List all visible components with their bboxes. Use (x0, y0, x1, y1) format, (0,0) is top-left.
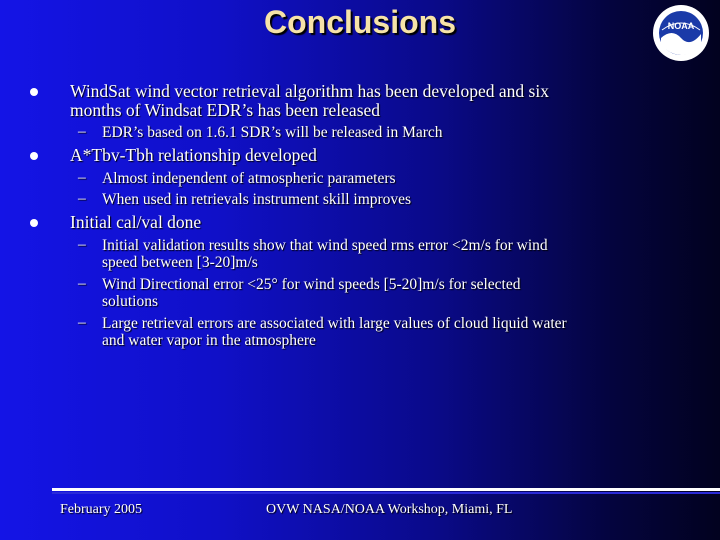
dash-icon: – (78, 169, 86, 186)
dash-icon: – (78, 236, 86, 253)
footer-event: OVW NASA/NOAA Workshop, Miami, FL (266, 502, 513, 517)
dash-icon: – (78, 314, 86, 331)
bullet-2-sub-2: When used in retrievals instrument skill improves (102, 191, 412, 208)
bullet-3-sub-2-line-2: solutions (102, 293, 158, 310)
bullet-icon (30, 88, 38, 96)
bullet-1-text (70, 82, 549, 120)
bullet-2-sub-1: Almost independent of atmospheric parameters (102, 170, 396, 187)
dash-icon: – (78, 275, 86, 292)
bullet-1-line-1: WindSat wind vector retrieval algorithm has been developed and six (70, 81, 549, 101)
slide-title: Conclusions (263, 4, 456, 40)
bullet-3-sub-3-line-1: Large retrieval errors are associated with large values of cloud liquid water (102, 315, 567, 332)
footer-date: February 2005 (60, 502, 143, 517)
bullet-1-line-2: months of Windsat EDR’s has been released (70, 100, 381, 120)
dash-icon: – (78, 190, 86, 207)
footer-divider-accent (52, 492, 720, 494)
bullet-icon (30, 219, 38, 227)
bullet-3-sub-3 (102, 315, 567, 349)
bullet-3-sub-2-line-1: Wind Directional error <25° for wind speeds [5-20]m/s for selected (102, 276, 521, 293)
bullet-3-sub-1 (102, 237, 548, 271)
logo-label: NOAA (667, 21, 695, 31)
dash-icon: – (78, 123, 86, 140)
bullet-1-sub-1: EDR’s based on 1.6.1 SDR’s will be released in March (102, 124, 443, 141)
bullet-2-text: A*Tbv-Tbh relationship developed (70, 145, 317, 165)
bullet-3-sub-1-line-2: speed between [3-20]m/s (102, 254, 258, 271)
footer-divider (52, 488, 720, 491)
bullet-3-text: Initial cal/val done (70, 212, 202, 232)
bullet-3-sub-3-line-2: and water vapor in the atmosphere (102, 332, 316, 349)
bullet-3-sub-1-line-1: Initial validation results show that wind speed rms error <2m/s for wind (102, 237, 548, 254)
bullet-3-sub-2 (102, 276, 520, 310)
noaa-logo-icon (652, 4, 710, 62)
bullet-icon (30, 152, 38, 160)
